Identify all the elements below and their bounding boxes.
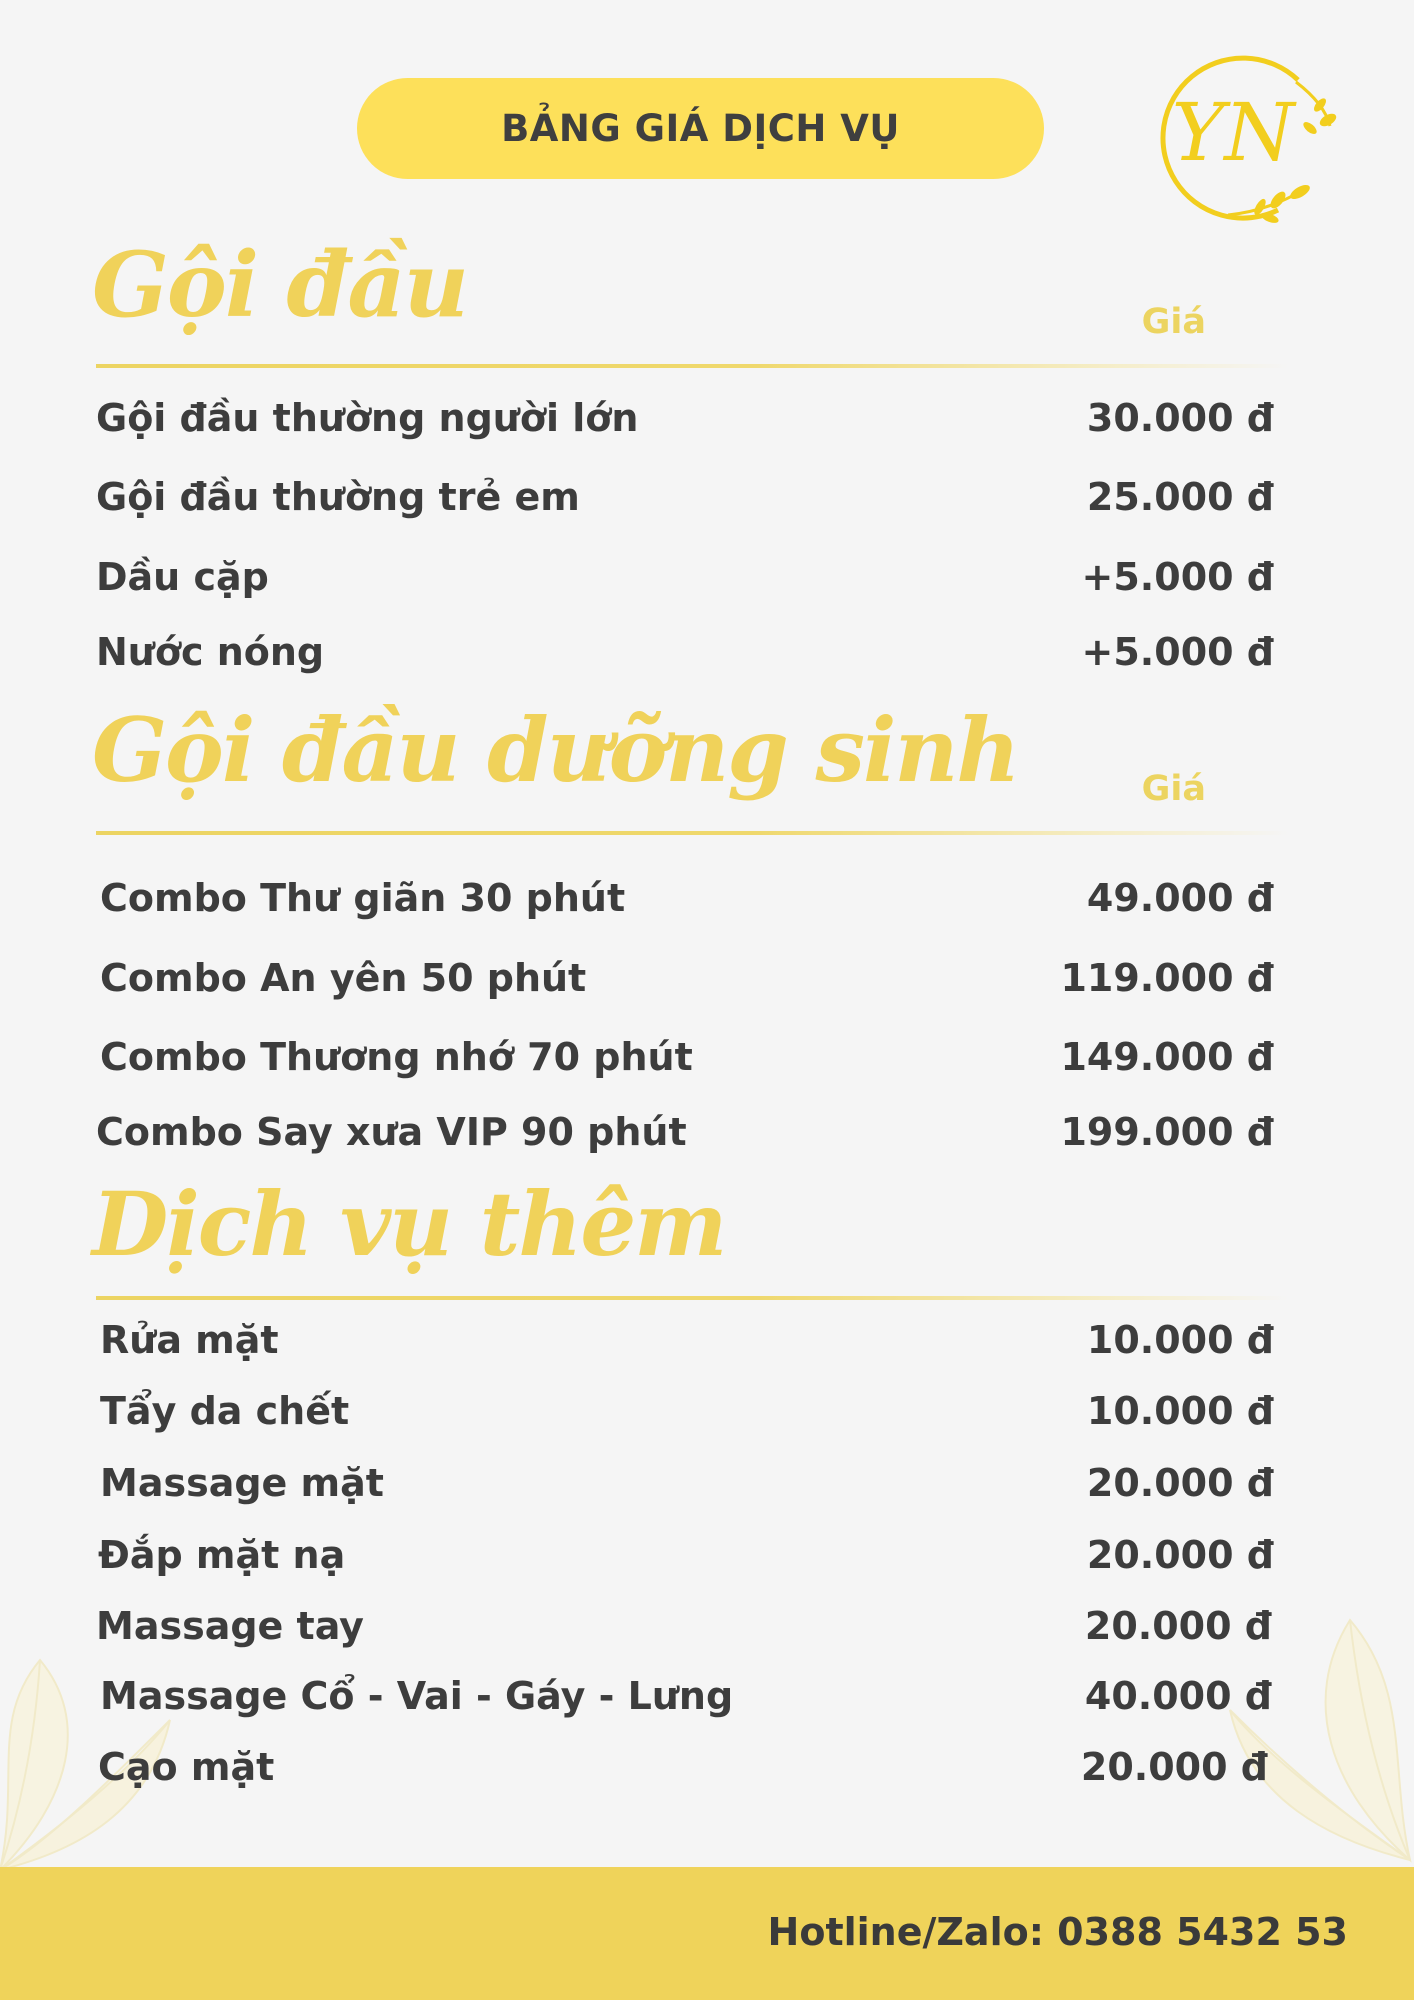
list-item xyxy=(100,1671,1272,1721)
item-price: 199.000 đ xyxy=(1060,1110,1274,1154)
section-divider xyxy=(96,1296,1288,1300)
brand-logo xyxy=(1128,40,1338,240)
item-price: 20.000 đ xyxy=(1086,1533,1274,1577)
list-item xyxy=(96,627,1274,677)
item-price: +5.000 đ xyxy=(1081,630,1274,674)
list-item xyxy=(100,1032,1274,1082)
item-name: Combo Thư giãn 30 phút xyxy=(100,876,626,920)
item-name: Rửa mặt xyxy=(100,1318,279,1362)
item-name: Cạo mặt xyxy=(98,1745,275,1789)
price-column-label: Giá xyxy=(1141,302,1206,342)
item-name: Massage Cổ - Vai - Gáy - Lưng xyxy=(100,1674,734,1718)
item-price: 20.000 đ xyxy=(1080,1745,1268,1789)
section-title-goi-dau-duong-sinh: Gội đầu dưỡng sinh xyxy=(92,698,1019,802)
logo-monogram: YN xyxy=(1171,86,1295,179)
item-price: 49.000 đ xyxy=(1086,876,1274,920)
item-price: 10.000 đ xyxy=(1086,1389,1274,1433)
item-name: Tẩy da chết xyxy=(100,1389,350,1433)
list-item xyxy=(100,1386,1274,1436)
item-name: Combo Say xưa VIP 90 phút xyxy=(96,1110,687,1154)
list-item xyxy=(96,393,1274,443)
list-item xyxy=(100,953,1274,1003)
list-item xyxy=(100,1458,1274,1508)
section-title-goi-dau: Gội đầu xyxy=(92,232,468,338)
list-item xyxy=(96,552,1274,602)
list-item xyxy=(98,1742,1268,1792)
item-name: Gội đầu thường trẻ em xyxy=(96,475,580,519)
section-divider xyxy=(96,364,1288,368)
list-item xyxy=(100,1315,1274,1365)
item-name: Nước nóng xyxy=(96,630,325,674)
item-name: Dầu cặp xyxy=(96,555,269,599)
section-divider xyxy=(96,831,1288,835)
list-item xyxy=(98,1530,1274,1580)
list-item xyxy=(96,472,1274,522)
item-name: Massage tay xyxy=(96,1604,364,1648)
item-price: 20.000 đ xyxy=(1084,1604,1272,1648)
item-price: +5.000 đ xyxy=(1081,555,1274,599)
item-price: 40.000 đ xyxy=(1084,1674,1272,1718)
item-name: Combo Thương nhớ 70 phút xyxy=(100,1035,693,1079)
item-price: 25.000 đ xyxy=(1086,475,1274,519)
list-item xyxy=(100,873,1274,923)
item-price: 10.000 đ xyxy=(1086,1318,1274,1362)
page-title: BẢNG GIÁ DỊCH VỤ xyxy=(357,78,1044,179)
section-title-dich-vu-them: Dịch vụ thêm xyxy=(92,1172,726,1276)
item-price: 30.000 đ xyxy=(1086,396,1274,440)
list-item xyxy=(96,1107,1274,1157)
hotline-text[interactable]: Hotline/Zalo: 0388 5432 53 xyxy=(767,1910,1348,1954)
item-price: 20.000 đ xyxy=(1086,1461,1274,1505)
item-name: Đắp mặt nạ xyxy=(98,1533,346,1577)
item-name: Gội đầu thường người lớn xyxy=(96,396,639,440)
list-item xyxy=(96,1601,1272,1651)
item-price: 149.000 đ xyxy=(1060,1035,1274,1079)
item-name: Combo An yên 50 phút xyxy=(100,956,587,1000)
item-price: 119.000 đ xyxy=(1060,956,1274,1000)
price-column-label: Giá xyxy=(1141,769,1206,809)
item-name: Massage mặt xyxy=(100,1461,384,1505)
